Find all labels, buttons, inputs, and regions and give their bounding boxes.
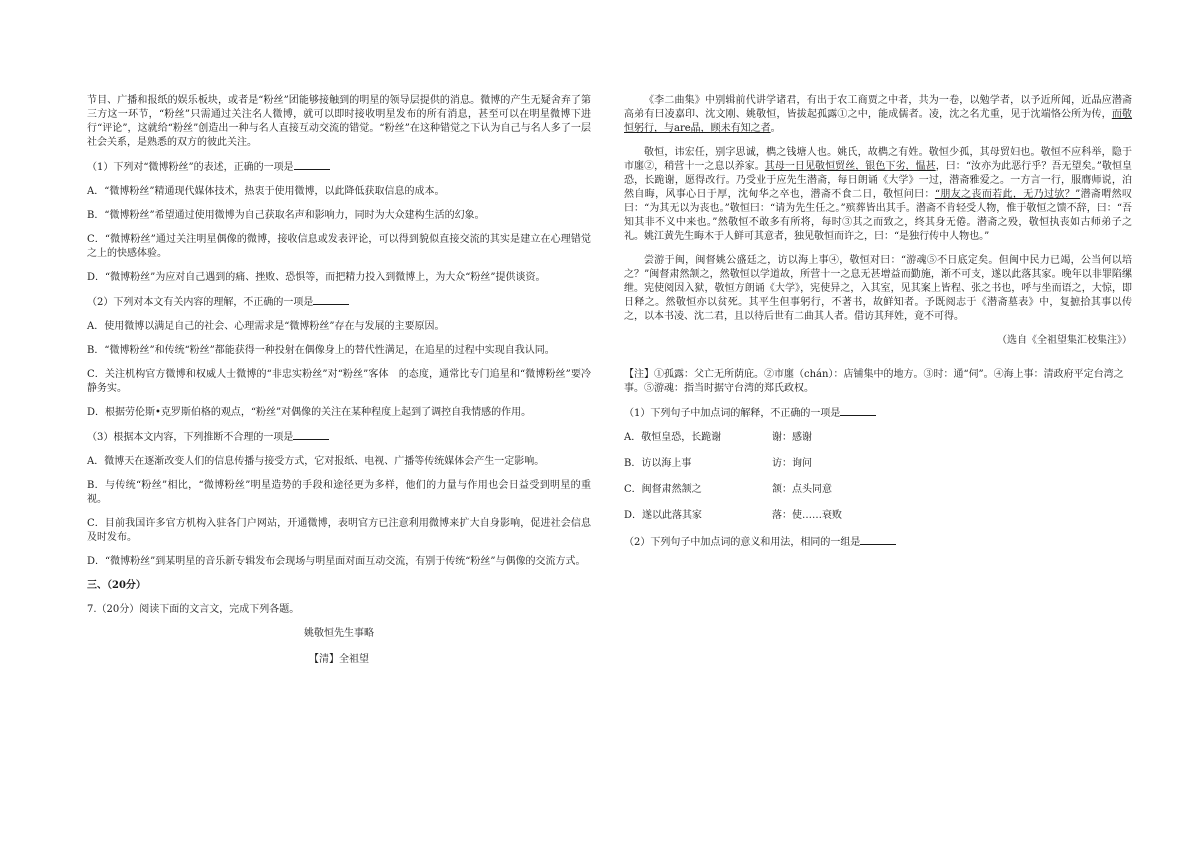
left-column [87, 94, 591, 679]
answer-blank [860, 535, 896, 545]
right-q1-option-c: C．闽督肃然颔之 颔：点头同意 [624, 484, 832, 495]
passage-paragraph-2: 敬恒，讳宏任，别字思诚，檇之钱塘人也。姚氏，故檇之有姓。敬恒少孤，其母贸妇也。敬恒不应科举，隐于市廛②，稍营十一之息以养家。其母一日见敬恒贸丝，银色下劣，愠甚，曰：“汝亦为此恶行乎？吾无望矣。”敬恒皇恐，长跪谢，愿得改行。乃受业于应先生潜斋，每日朗诵《大学》一过，潜斋雅爱之。一方言一行，服膺师说，泊然自晦，风事心日于厚，沈甸华之卒也，潜斋不食二日，敬恒问曰：“朋友之丧而若此，无乃过欤？”潜斋喟然叹曰：“为其无以为丧也。”敬恒曰：“请为先生任之。”殡葬皆出其手。潜斋不肯轻受人物，惟于敬恒之馈不辞，曰：“吾知其非不义中来也。”然敬恒不敢多有所将，每时③其之而致之，终其身无倦。潜斋之殁，敬恒执丧如古师弟子之礼。姚江黄先生晦木于人鲜可其意者，独见敬恒而许之，曰：“是独行传中人物也。” [624, 147, 1133, 242]
passage-paragraph-1: 《李二曲集》中别辑前代讲学诸君，有出于农工商贾之中者，共为一卷，以勉学者，以予近所闻，近晶应潜斋高弟有曰凌嘉印、沈文刚、姚敬恒，皆拔起孤露①之中，能成儒者。凌，沈之名尤重，见于沈端恪公所为传，而敬恒躬行，与are晶，顾未有知之者。 [624, 95, 1133, 134]
underlined-sentence: 其母一日见敬恒贸丝，银色下劣，愠甚 [764, 161, 936, 172]
annotation-note: 【注】①孤露：父亡无所荫庇。②市廛（chán）：店铺集中的地方。③时：通“伺”。④海上事：清政府平定台湾之事。⑤游魂：指当时据守台湾的郑氏政权。 [624, 369, 1124, 394]
right-question-2-stem: （2）下列句子中加点词的意义和用法，相同的一组是 [624, 535, 1132, 550]
right-q1-option-d: D．遂以此落其家 落：使……衰败 [624, 510, 842, 521]
question-7-intro: 7.（20分）阅读下面的文言文，完成下列各题。 [87, 604, 300, 615]
underlined-sentence: 而敬恒躬行，与are晶，顾未有知之者 [624, 109, 1133, 134]
q3-option-c: C．目前我国许多官方机构入驻各门户网站，开通微博，表明官方已注意利用微博来扩大自身影响，促进社会信息及时发布。 [87, 518, 591, 543]
q3-option-d: D．“微博粉丝”到某明星的音乐新专辑发布会现场与明星面对面互动交流，有别于传统“粉丝”与偶像的交流方式。 [87, 556, 586, 567]
q1-option-b: B．“微博粉丝”希望通过使用微博为自己获取名声和影响力，同时为大众建构生活的幻象。 [87, 210, 485, 221]
answer-blank [293, 430, 329, 440]
question-2-stem: （2）下列对本文有关内容的理解，不正确的一项是 [87, 295, 591, 310]
question-3-stem: （3）根据本文内容，下列推断不合理的一项是 [87, 430, 591, 445]
q3-option-a: A．微博天在逐渐改变人们的信息传播与接受方式，它对报纸、电视、广播等传统媒体会产生一定影响。 [87, 456, 545, 467]
q1-option-d: D．“微博粉丝”为应对自己遇到的痛、挫败、恐惧等，而把精力投入到微博上，为大众“粉丝”提供谈资。 [87, 272, 546, 283]
right-column [624, 94, 1132, 560]
answer-blank [294, 160, 330, 170]
q3-option-b: B．与传统“粉丝”相比，“微博粉丝”明星造势的手段和途径更为多样，他们的力量与作用也会日益受到明星的重视。 [87, 480, 591, 505]
passage-paragraph-3: 尝游于闽，闽督姚公盛廷之，访以海上事④，敬恒对曰：“游魂⑤不日底定矣。但闽中民力已竭，公当何以培之？”闽督肃然颔之，然敬恒以学道故，所营十一之息无甚增益而勤施，渐不可支，遂以此落其家。晚年以非罪陷缧绁。宪使阅因入狱，敬恒方朗诵《大学》，宪使异之，入其室，见其案上皆程、张之书也，呼与坐而语之，大惊，即日释之。然敬恒亦以贫死。其平生但事躬行，不著书，故鲜知者。予既阅志于《潜斋墓表》中，复摭拾其事以传之，以本书凌、沈二君，且以待后世有二曲其人者。借访其拜姓，竟不可得。 [624, 255, 1132, 322]
q2-option-d: D．根据劳伦斯•克罗斯伯格的观点，“粉丝”对偶像的关注在某种程度上起到了调控自我情感的作用。 [87, 407, 532, 418]
underlined-sentence: “朋友之丧而若此，无乃过欤？” [934, 189, 1081, 200]
q1-option-c: C．“微博粉丝”通过关注明星偶像的微博，接收信息或发表评论，可以得到貌似直接交流的其实是建立在心理错觉之上的快感体验。 [87, 234, 591, 259]
question-1-stem: （1）下列对“微博粉丝”的表述，正确的一项是 [87, 160, 591, 175]
q1-option-a: A．“微博粉丝”精通现代媒体技术，热衷于使用微博，以此降低获取信息的成本。 [87, 186, 445, 197]
q2-option-c: C．关注机构官方微博和权威人士微博的“非忠实粉丝”对“粉丝”客体 的态度，通常比专门追星和“微博粉丝”要冷静务实。 [87, 369, 591, 394]
passage-title: 姚敬恒先生事略 [304, 628, 374, 639]
passage-author: 【清】全祖望 [309, 654, 369, 665]
passage-source: （选自《全祖望集汇校集注》） [997, 335, 1132, 346]
q2-option-b: B．“微博粉丝”和传统“粉丝”都能获得一种投射在偶像身上的替代性满足，在追星的过程中实现自我认同。 [87, 345, 555, 356]
right-question-1-stem: （1）下列句子中加点词的解释，不正确的一项是 [624, 406, 1132, 421]
answer-blank [313, 295, 349, 305]
right-q1-option-a: A．敬恒皇恐，长跪谢 谢：感谢 [624, 432, 812, 443]
answer-blank [840, 406, 876, 416]
intro-paragraph: 节目、广播和报纸的娱乐板块，或者是“粉丝”团能够接触到的明星的领导层提供的消息。微博的产生无疑舍弃了第三方这一环节，“粉丝”只需通过关注名人微博，就可以即时接收明星发布的所有消息，甚至可以在明星微博下进行“评论”，这就给“粉丝”创造出一种与名人直接互动交流的错觉。“粉丝”在这种错觉之下认为自己与名人多了一层社会关系，是熟悉的双方的彼此关注。 [87, 95, 591, 148]
q2-option-a: A．使用微博以满足自己的社会、心理需求是“微博粉丝”存在与发展的主要原因。 [87, 321, 445, 332]
right-q1-option-b: B．访以海上事 访：询问 [624, 458, 812, 469]
section-heading: 三、（20分） [87, 580, 146, 591]
